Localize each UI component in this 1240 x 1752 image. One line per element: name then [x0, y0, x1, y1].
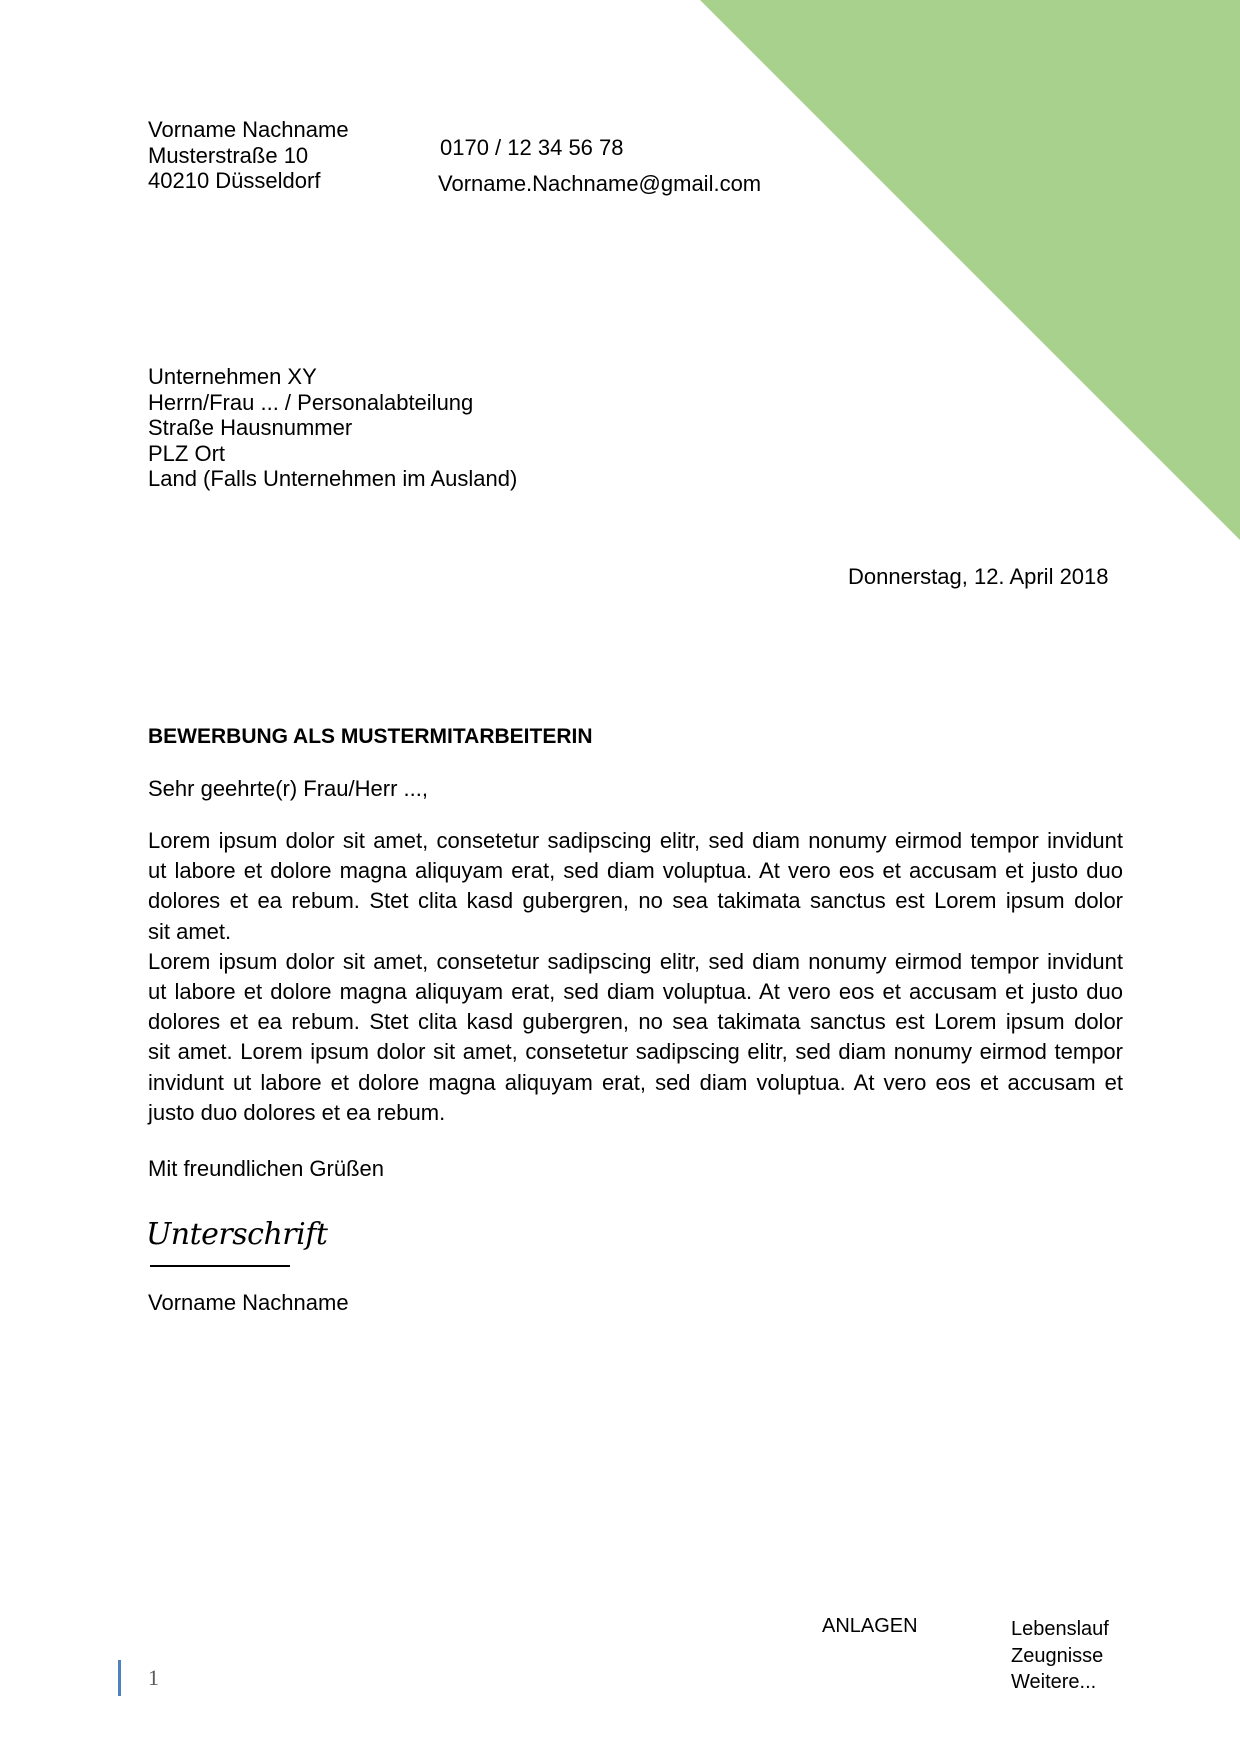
body-line: dolores et ea rebum. Stet clita kasd gubergren, no sea takimata sanctus est Lorem ipsum dolor — [148, 1009, 1123, 1035]
attachments-list — [1011, 1616, 1109, 1696]
recipient-line: Unternehmen XY — [148, 364, 317, 389]
sender-street: Musterstraße 10 — [148, 142, 309, 168]
recipient-line: Straße Hausnummer — [148, 415, 353, 440]
attachment-item: Zeugnisse — [1011, 1644, 1104, 1667]
body-line: sit amet. — [148, 918, 232, 944]
sender-address — [148, 117, 349, 194]
handwritten-signature: Unterschrift — [146, 1217, 328, 1252]
attachment-item: Weitere... — [1011, 1671, 1097, 1693]
closing-phrase: Mit freundlichen Grüßen — [148, 1156, 384, 1181]
page-number-marker — [118, 1660, 121, 1696]
corner-triangle-shape — [700, 0, 1240, 540]
body-line: invidunt ut labore et dolore magna aliquyam erat, sed diam voluptua. At vero eos et accusam et — [148, 1069, 1123, 1095]
body-line: sit amet. Lorem ipsum dolor sit amet, consetetur sadipscing elitr, sed diam nonumy eirmod tempor — [148, 1039, 1123, 1065]
salutation: Sehr geehrte(r) Frau/Herr ..., — [148, 776, 428, 801]
recipient-address — [148, 364, 517, 492]
body-line: ut labore et dolore magna aliquyam erat, sed diam voluptua. At vero eos et accusam et justo duo — [148, 979, 1123, 1005]
sender-phone: 0170 / 12 34 56 78 — [440, 135, 624, 160]
signature-underline — [150, 1265, 290, 1267]
recipient-line: Herrn/Frau ... / Personalabteilung — [148, 389, 474, 415]
recipient-line: PLZ Ort — [148, 440, 226, 466]
signed-name: Vorname Nachname — [148, 1290, 349, 1315]
letter-subject: BEWERBUNG ALS MUSTERMITARBEITERIN — [148, 725, 593, 748]
body-line: dolores et ea rebum. Stet clita kasd gubergren, no sea takimata sanctus est Lorem ipsum dolor — [148, 888, 1123, 914]
recipient-line: Land (Falls Unternehmen im Ausland) — [148, 466, 518, 491]
body-line: ut labore et dolore magna aliquyam erat, sed diam voluptua. At vero eos et accusam et justo duo — [148, 858, 1123, 884]
body-line: justo duo dolores et ea rebum. — [148, 1099, 446, 1125]
attachments-heading: ANLAGEN — [822, 1615, 918, 1637]
sender-name: Vorname Nachname — [148, 117, 349, 142]
letter-body — [148, 826, 1123, 1128]
letter-date: Donnerstag, 12. April 2018 — [848, 564, 1109, 589]
body-line: Lorem ipsum dolor sit amet, consetetur sadipscing elitr, sed diam nonumy eirmod tempor invidunt — [148, 828, 1123, 853]
body-line: Lorem ipsum dolor sit amet, consetetur sadipscing elitr, sed diam nonumy eirmod tempor invidunt — [148, 948, 1123, 974]
attachment-item: Lebenslauf — [1011, 1618, 1109, 1640]
sender-email: Vorname.Nachname@gmail.com — [438, 171, 762, 196]
sender-city: 40210 Düsseldorf — [148, 168, 321, 193]
green-corner-triangle — [700, 0, 1240, 540]
page-number: 1 — [148, 1665, 159, 1690]
